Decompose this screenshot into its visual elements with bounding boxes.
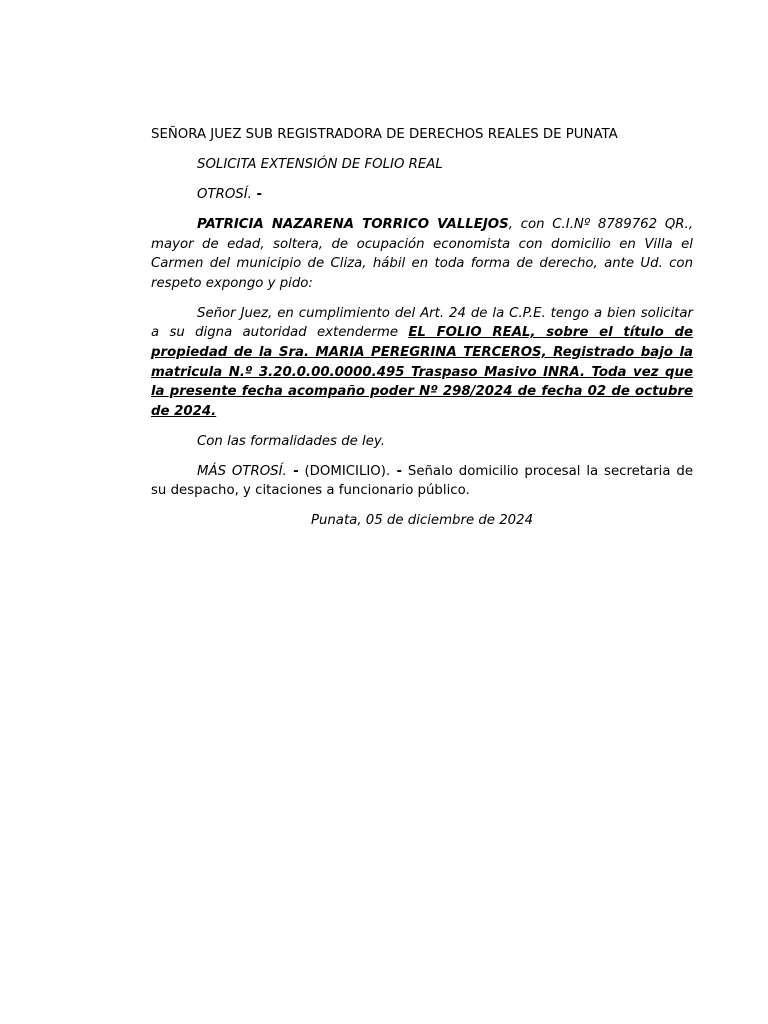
document-body [151, 125, 693, 531]
subject-text: SOLICITA EXTENSIÓN DE FOLIO REAL [197, 156, 443, 172]
mas-otrosi-dash-2: - [390, 463, 402, 479]
intro-paragraph [151, 215, 693, 293]
document-heading [151, 125, 693, 145]
otrosi-line [151, 185, 693, 205]
request-text: Señor Juez, en cumplimiento del Art. 24 de la C.P.E. tengo a bien solicitar a su digna autoridad extenderme [151, 305, 693, 341]
document-date [151, 511, 693, 531]
heading-text: SEÑORA JUEZ SUB REGISTRADORA DE DERECHOS REALES DE PUNATA [151, 127, 618, 142]
domicilio-label: (DOMICILIO). [298, 463, 391, 479]
formalities-text: Con las formalidades de ley. [197, 433, 385, 449]
date-text: Punata, 05 de diciembre de 2024 [310, 513, 534, 529]
mas-otrosi-label: MÁS OTROSÍ. [197, 463, 287, 479]
petitioner-name: PATRICIA NAZARENA TORRICO VALLEJOS [197, 216, 509, 232]
otrosi-label: OTROSÍ. [197, 186, 252, 202]
formalities-line [151, 432, 693, 452]
request-paragraph [151, 304, 693, 422]
intro-text: , con C.I.Nº 8789762 QR., mayor de edad, soltera, de ocupación economista con domicilio en Villa el Carmen del municipio de Cliza, hábil en toda forma de derecho, ante Ud. con respeto expongo y pido: [151, 216, 693, 291]
otrosi-dash: - [251, 186, 263, 202]
document-subject [151, 155, 693, 175]
request-emphasis: EL FOLIO REAL, sobre el título de propiedad de la Sra. MARIA PEREGRINA TERCEROS, Registrado bajo la matricula N.º 3.20.0.00.0000.495 Traspaso Masivo INRA. Toda vez que la presente fecha acompaño poder Nº 298/2024 de fecha 02 de octubre de 2024. [151, 325, 694, 419]
mas-otrosi-paragraph [151, 462, 693, 501]
mas-otrosi-dash-1: - [286, 463, 299, 479]
mas-otrosi-text: Señalo domicilio procesal la secretaria de su despacho, y citaciones a funcionario público. [151, 463, 693, 499]
